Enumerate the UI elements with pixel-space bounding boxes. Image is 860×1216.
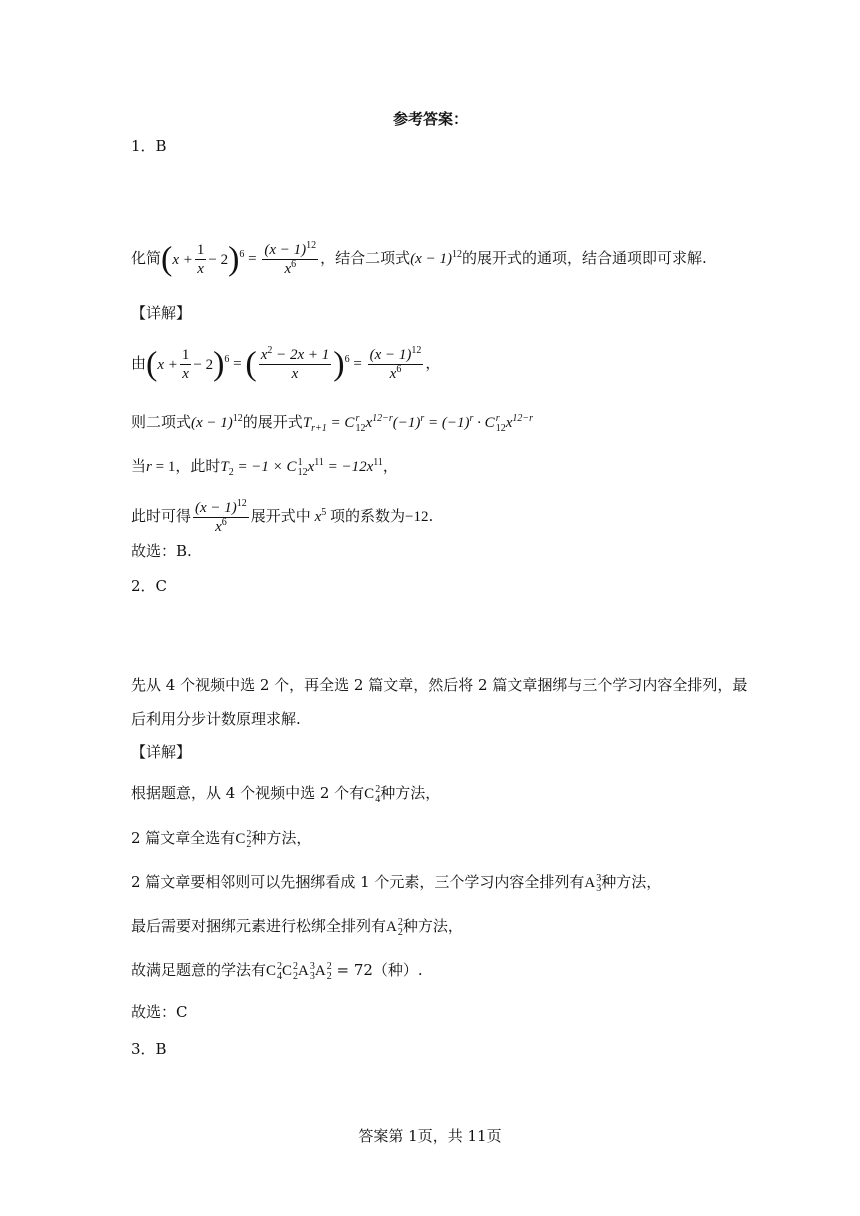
q2-step1: 根据题意，从 4 个视频中选 2 个有C 2 4 种方法， xyxy=(131,783,441,805)
q2-analysis-line2: 后利用分步计数原理求解. xyxy=(131,710,301,728)
q2-step2: 2 篇文章全选有C 2 2 种方法， xyxy=(131,828,312,850)
q1-answer: 1．B xyxy=(131,137,167,155)
q2-conclusion: 故选：C xyxy=(131,1003,188,1021)
q1-step3: 当r = 1，此时$T_2 = -1 \times C$ 1 12 $x^{11} = -12x^{11}$， xyxy=(131,456,398,478)
q1-analysis: 化简(x + $\frac{1}{x}$ − 2)$^6$ = $\frac{(x - 1)^{12}}{x^6}$ ，结合二项式$(x - 1)^{12}$的展开式的通项，结合通项即可求解. xyxy=(131,240,707,278)
q1-step4: 此时可得 $\frac{(x - 1)^{12}}{x^6}$ 展开式中 $x^5$ 项的系数为−12. xyxy=(131,498,434,535)
page-footer: 答案第 1页，共 11页 xyxy=(358,1127,502,1145)
q1-detail-label: 【详解】 xyxy=(131,304,192,322)
q2-step3: 2 篇文章要相邻则可以先捆绑看成 1 个元素，三个学习内容全排列有A 3 3 种方法， xyxy=(131,872,662,894)
q2-step5: 故满足题意的学法有C 2 4 C 2 2 A 3 3 A 2 2 = 72（种）. xyxy=(131,960,423,982)
q3-answer: 3．B xyxy=(131,1040,167,1058)
q2-analysis-line1: 先从 4 个视频中选 2 个，再全选 2 篇文章，然后将 2 篇文章捆绑与三个学习内容全排列，最 xyxy=(131,676,748,694)
q2-detail-label: 【详解】 xyxy=(131,743,192,761)
page-title: 参考答案： xyxy=(393,110,469,128)
q1-step2: 则二项式$(x - 1)^{12}$的展开式$T_{r+1} = C$ r 12 $x^{12-r}(-1)^r = (-1)^r \cdot C$ r 12 $x^{12-r}$ xyxy=(131,412,533,434)
q1-step1: 由(x + $\frac{1}{x}$ − 2)$^6$ = ( $\frac{x^2 - 2x + 1}{x}$ )$^6$ = $\frac{(x - 1)^{12}}{x^6}$ ， xyxy=(131,345,441,383)
q1-conclusion: 故选：B. xyxy=(131,542,192,560)
q2-step4: 最后需要对捆绑元素进行松绑全排列有A 2 2 种方法， xyxy=(131,916,463,938)
q2-answer: 2．C xyxy=(131,577,168,595)
